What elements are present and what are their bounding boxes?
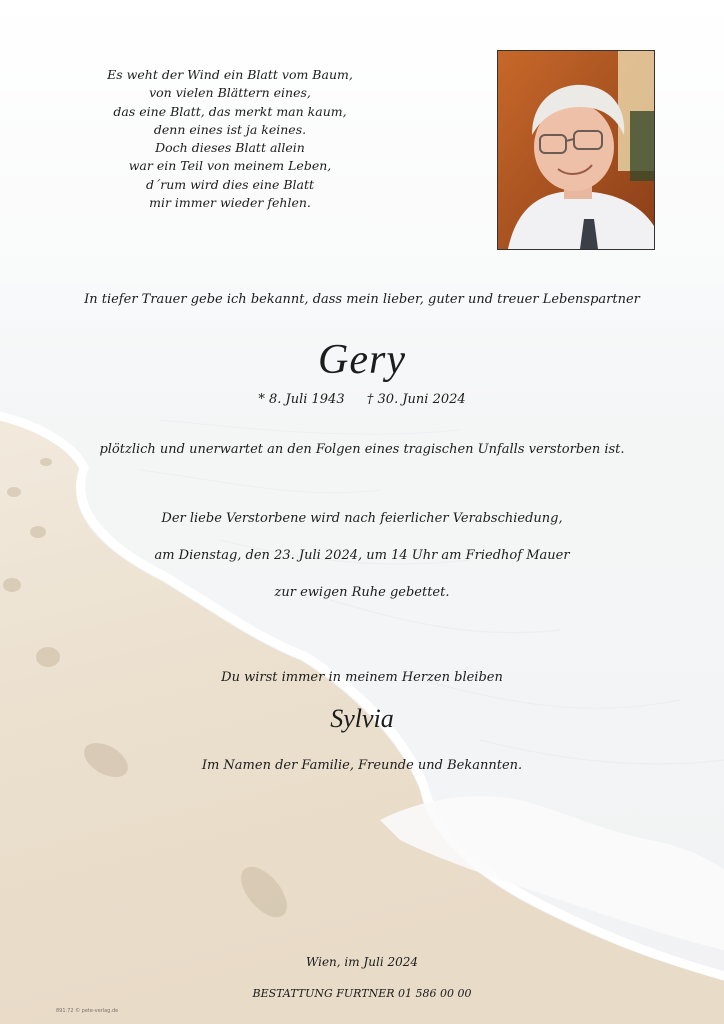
birth-date: * 8. Juli 1943 — [258, 392, 345, 407]
poem-line: Doch dieses Blatt allein — [155, 140, 305, 156]
place-date: Wien, im Juli 2024 — [305, 955, 419, 969]
poem-line: denn eines ist ja keines. — [153, 121, 307, 137]
on-behalf-line: Im Namen der Familie, Freunde und Bekannten. — [201, 758, 523, 773]
print-code: 891.72 © pete-verlag.de — [56, 1008, 119, 1014]
remembrance-line: Du wirst immer in meinem Herzen bleiben — [221, 670, 503, 685]
funeral-line-3: zur ewigen Ruhe gebettet. — [274, 585, 450, 600]
signer-name: Sylvia — [330, 704, 394, 733]
poem-line: von vielen Blättern eines, — [149, 85, 311, 101]
poem-line: das eine Blatt, das merkt man kaum, — [113, 103, 347, 119]
life-dates — [0, 392, 724, 407]
death-date: † 30. Juni 2024 — [366, 392, 466, 407]
announcement-intro: In tiefer Trauer gebe ich bekannt, dass mein lieber, guter und treuer Lebenspartner — [84, 292, 640, 307]
poem — [80, 66, 380, 212]
poem-line: Es weht der Wind ein Blatt vom Baum, — [107, 67, 353, 82]
poem-line: mir immer wieder fehlen. — [149, 195, 311, 211]
cause-of-death: plötzlich und unerwartet an den Folgen eines tragischen Unfalls verstorben ist. — [99, 442, 625, 457]
portrait-photo — [497, 50, 655, 250]
funeral-line-1: Der liebe Verstorbene wird nach feierlicher Verabschiedung, — [161, 511, 563, 526]
poem-line: war ein Teil von meinem Leben, — [128, 158, 332, 174]
poem-line: d´rum wird dies eine Blatt — [145, 176, 315, 192]
undertaker-contact: BESTATTUNG FURTNER 01 586 00 00 — [252, 987, 472, 1000]
deceased-name: Gery — [318, 337, 406, 383]
funeral-line-2: am Dienstag, den 23. Juli 2024, um 14 Uhr am Friedhof Mauer — [154, 548, 570, 563]
